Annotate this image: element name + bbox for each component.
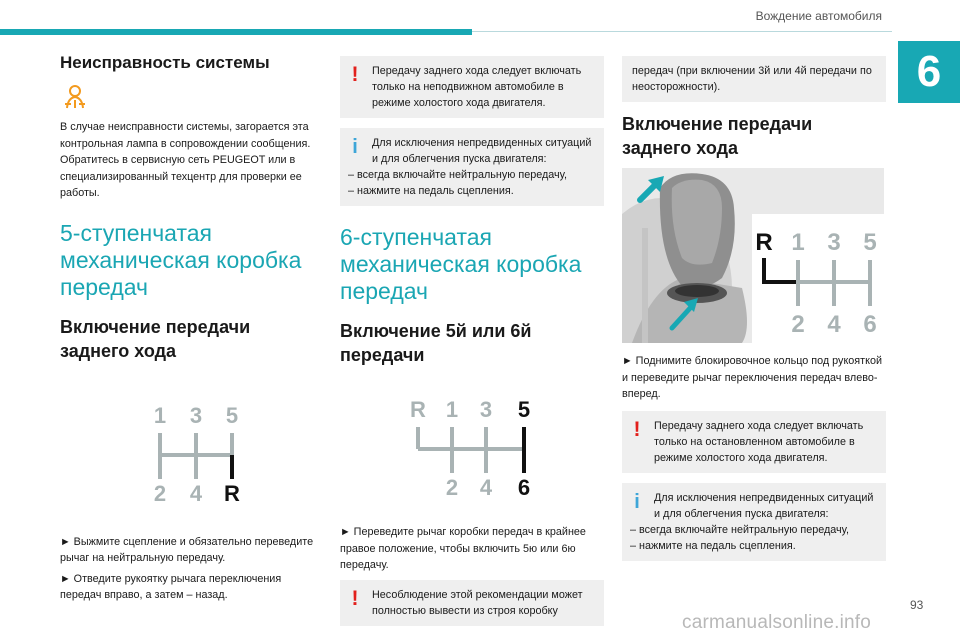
- chapter-tab: 6: [898, 41, 960, 103]
- step-move-lever: ► Отведите рукоятку рычага переключения передач вправо, а затем – назад.: [60, 572, 282, 601]
- info-icon: i: [352, 136, 358, 158]
- continued-warning: передач (при включении 3й или 4й передачи по неосторожности).: [622, 56, 886, 102]
- svg-text:R: R: [755, 229, 773, 256]
- gear-lever-photo: [622, 168, 884, 343]
- heading-reverse-6: Включение передачи заднего хода: [622, 114, 813, 158]
- svg-text:6: 6: [863, 311, 877, 338]
- top-accent-bar: [0, 29, 472, 35]
- watermark: carmanualsonline.info: [682, 612, 872, 633]
- column-2: [340, 56, 604, 636]
- svg-text:4: 4: [827, 311, 841, 338]
- heading-reverse-5: Включение передачи заднего хода: [60, 316, 251, 361]
- step-reverse-6: ► Поднимите блокировочное кольцо под рукояткой и переведите рычаг переключения передач влево-вперед.: [622, 355, 882, 400]
- warning-box: ! Передачу заднего хода следует включать только на остановленном автомобиле в режиме холостого хода двигателя.: [622, 411, 886, 473]
- gear-label: 2: [153, 480, 167, 506]
- step-5-6: ► Переведите рычаг коробки передач в крайнее правое положение, чтобы включить 5ю или 6ю передачу.: [340, 526, 586, 571]
- column-1: [60, 52, 318, 608]
- step-clutch: ► Выжмите сцепление и обязательно переведите рычаг на нейтральную передачу.: [60, 535, 314, 564]
- fault-text: В случае неисправности системы, загорается эта контрольная лампа в сопровождении сообщения. Обратитесь в сервисную сеть PEUGEOT или в специализированный техцентр для проверки ее работы.: [60, 121, 311, 199]
- info-box: i Для исключения непредвиденных ситуаций и для облегчения пуска двигателя: – всегда включайте нейтральную передачу, – нажмите на педаль сцепления.: [340, 128, 604, 206]
- warning-box: ! Передачу заднего хода следует включать только на неподвижном автомобиле в режиме холостого хода двигателя.: [340, 56, 604, 118]
- svg-text:R: R: [410, 397, 426, 422]
- svg-text:2: 2: [445, 475, 459, 500]
- svg-text:5: 5: [863, 229, 877, 256]
- steering-fault-icon: [62, 84, 88, 110]
- exclamation-icon: !: [633, 417, 641, 441]
- svg-text:6: 6: [517, 475, 531, 500]
- svg-text:3: 3: [827, 229, 841, 256]
- svg-text:1: 1: [791, 229, 805, 256]
- heading-6-speed: 6-ступенчатая механическая коробка передач: [340, 224, 582, 304]
- svg-text:3: 3: [479, 397, 493, 422]
- warning-box: ! Несоблюдение этой рекомендации может полностью вывести из строя коробку: [340, 580, 604, 626]
- top-divider: [472, 31, 892, 32]
- exclamation-icon: !: [351, 63, 359, 86]
- gear-label: 5: [225, 402, 239, 428]
- page-number: 93: [910, 598, 924, 612]
- gear-label-reverse: R: [224, 480, 240, 506]
- svg-text:5: 5: [517, 397, 531, 422]
- gear-diagram-5-speed: [60, 371, 318, 521]
- exclamation-icon: !: [351, 586, 359, 610]
- gear-label: 4: [189, 480, 203, 506]
- gear-diagram-6-speed: [340, 375, 604, 515]
- gear-label: 1: [153, 402, 167, 428]
- info-box: i Для исключения непредвиденных ситуаций и для облегчения пуска двигателя: – всегда включайте нейтральную передачу, – нажмите на педаль сцепления.: [622, 483, 886, 561]
- info-icon: i: [634, 490, 640, 513]
- column-3: [622, 56, 886, 571]
- gear-label: 3: [189, 402, 203, 428]
- heading-5-speed: 5-ступенчатая механическая коробка передач: [60, 219, 302, 300]
- svg-text:2: 2: [791, 311, 805, 338]
- heading-5-6: Включение 5й или 6й передачи: [340, 321, 532, 365]
- heading-fault: Неисправность системы: [60, 53, 270, 72]
- svg-text:1: 1: [445, 397, 459, 422]
- section-title: Вождение автомобиля: [755, 9, 882, 23]
- svg-text:4: 4: [479, 475, 493, 500]
